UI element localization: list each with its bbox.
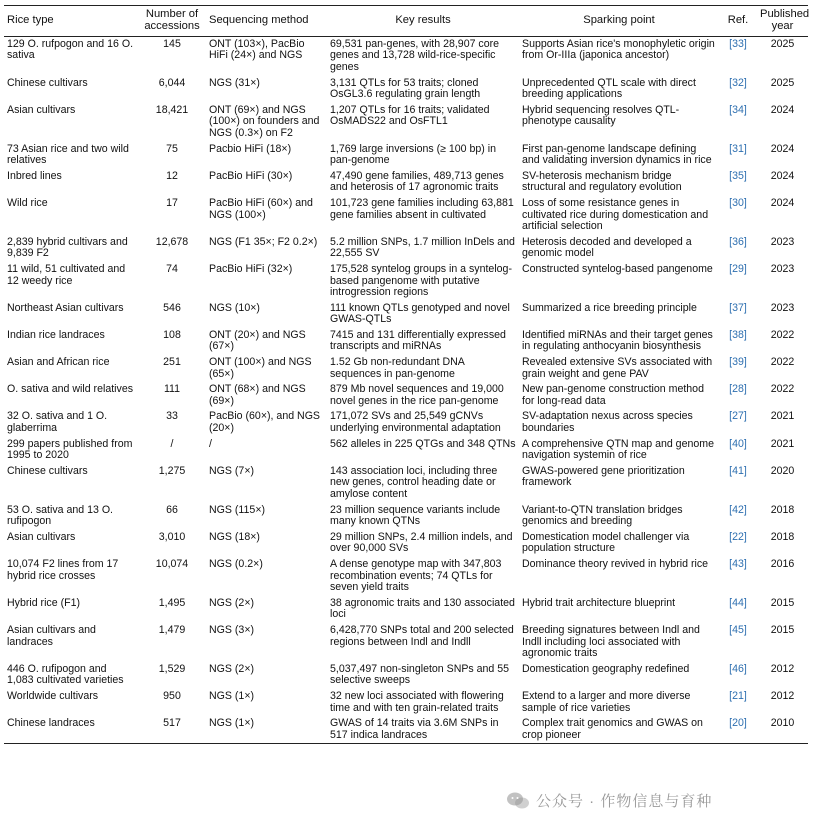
cell-sparking-point: Domestication geography redefined [522, 662, 690, 675]
cell-key-results: 111 known QTLs genotyped and novel GWAS-QTLs [330, 301, 510, 326]
cell-rice-type: Asian cultivars [7, 530, 76, 543]
cell-year: 2021 [770, 410, 795, 423]
cell-year: 2021 [770, 437, 795, 450]
table-row [4, 262, 808, 301]
cell-sparking-point: Constructed syntelog-based pangenome [522, 262, 713, 275]
cell-sparking-point: Identified miRNAs and their target genes in regulating anthocyanin biosynthesis [522, 328, 713, 353]
cell-method: NGS (2×) [209, 596, 255, 609]
cell-year: 2024 [770, 103, 795, 116]
cell-ref[interactable]: [35] [729, 169, 747, 182]
cell-sparking-point: GWAS-powered gene prioritization framework [522, 464, 685, 489]
cell-sparking-point: Hybrid trait architecture blueprint [522, 596, 676, 609]
cell-rice-type: 73 Asian rice and two wild relatives [7, 142, 129, 167]
cell-method: ONT (68×) and NGS (69×) [209, 383, 306, 407]
cell-sparking-point: SV-heterosis mechanism bridge structural and regulatory evolution [522, 169, 682, 194]
table-row [4, 557, 808, 596]
cell-rice-type: 53 O. sativa and 13 O. rufipogon [7, 503, 113, 528]
cell-key-results: 879 Mb novel sequences and 19,000 novel genes in the rice pan-genome [330, 383, 504, 407]
cell-rice-type: Hybrid rice (F1) [7, 596, 80, 609]
cell-rice-type: 446 O. rufipogon and 1,083 cultivated varieties [7, 662, 124, 687]
cell-ref[interactable]: [34] [729, 103, 747, 116]
header-row [4, 6, 808, 37]
cell-sparking-point: Extend to a larger and more diverse sample of rice varieties [522, 689, 691, 714]
cell-rice-type: 129 O. rufpogon and 16 O. sativa [7, 37, 134, 62]
cell-sparking-point: Revealed extensive SVs associated with grain weight and gene PAV [522, 356, 713, 380]
header-accessions: Number of accessions [138, 6, 206, 37]
table-row [4, 196, 808, 235]
cell-rice-type: Chinese cultivars [7, 76, 88, 89]
table-row [4, 464, 808, 503]
cell-accessions: 251 [163, 356, 181, 369]
cell-method: NGS (2×) [209, 662, 255, 675]
cell-year: 2022 [770, 356, 795, 369]
cell-method: ONT (69×) and NGS (100×) on founders and NGS (0.3×) on F2 [209, 103, 320, 139]
cell-key-results: 562 alleles in 225 QTGs and 348 QTNs [330, 437, 516, 450]
cell-rice-type: Northeast Asian cultivars [7, 301, 124, 314]
cell-method: NGS (3×) [209, 623, 255, 636]
cell-ref[interactable]: [27] [729, 410, 747, 423]
cell-rice-type: 10,074 F2 lines from 17 hybrid rice crosses [7, 557, 119, 582]
cell-accessions: 111 [163, 383, 181, 396]
cell-method: NGS (31×) [209, 76, 260, 89]
cell-rice-type: 2,839 hybrid cultivars and 9,839 F2 [7, 235, 128, 260]
cell-rice-type: Asian cultivars and landraces [7, 623, 96, 648]
cell-key-results: GWAS of 14 traits via 3.6M SNPs in 517 indica landraces [327, 716, 519, 744]
cell-ref[interactable]: [43] [729, 557, 747, 570]
cell-rice-type: Chinese cultivars [7, 464, 88, 477]
cell-key-results: 5.2 million SNPs, 1.7 million InDels and 22,555 SV [330, 235, 515, 260]
table-row [4, 328, 808, 355]
table-row [4, 142, 808, 169]
cell-method: NGS (1×) [209, 689, 255, 702]
cell-accessions: 517 [138, 716, 206, 744]
cell-key-results: A dense genotype map with 347,803 recombination events; 74 QTLs for seven yield traits [330, 557, 502, 594]
cell-ref[interactable]: [40] [729, 437, 747, 450]
header-key-results: Key results [327, 6, 519, 37]
table-body [4, 36, 808, 743]
cell-key-results: 143 association loci, including three new genes, control heading date or amylose content [330, 464, 498, 500]
cell-sparking-point: Domestication model challenger via population structure [522, 530, 690, 555]
cell-method: NGS (7×) [209, 464, 255, 477]
cell-year: 2012 [770, 662, 795, 675]
cell-key-results: 5,037,497 non-singleton SNPs and 55 selective sweeps [330, 662, 510, 687]
table-row [4, 503, 808, 530]
cell-year: 2015 [770, 623, 795, 636]
cell-rice-type: Indian rice landraces [7, 328, 105, 341]
header-rice-type: Rice type [4, 6, 138, 37]
cell-method: PacBio HiFi (30×) [209, 169, 293, 182]
cell-key-results: 29 million SNPs, 2.4 million indels, and over 90,000 SVs [330, 530, 513, 555]
cell-sparking-point: A comprehensive QTN map and genome navigation systemin of rice [522, 437, 714, 462]
cell-key-results: 23 million sequence variants include many known QTNs [330, 503, 501, 528]
cell-ref[interactable]: [44] [729, 596, 747, 609]
cell-sparking-point: Complex trait genomics and GWAS on crop pioneer [519, 716, 719, 744]
watermark [506, 790, 712, 811]
cell-method: ONT (103×), PacBio HiFi (24×) and NGS [209, 37, 305, 62]
cell-method: ONT (100×) and NGS (65×) [209, 356, 312, 380]
cell-rice-type: O. sativa and wild relatives [7, 383, 134, 396]
cell-key-results: 171,072 SVs and 25,549 gCNVs underlying environmental adaptation [330, 410, 501, 435]
cell-ref[interactable]: [20] [719, 716, 757, 744]
cell-sparking-point: Heterosis decoded and developed a genomic model [522, 235, 692, 260]
cell-rice-type: Wild rice [7, 196, 48, 209]
cell-year: 2012 [770, 689, 795, 702]
cell-rice-type: 299 papers published from 1995 to 2020 [7, 437, 133, 462]
cell-accessions: 3,010 [158, 530, 186, 543]
rice-sequencing-table [4, 5, 808, 744]
cell-method: PacBio HiFi (60×) and NGS (100×) [209, 196, 313, 221]
cell-rice-type: Asian and African rice [7, 356, 110, 369]
cell-accessions: 145 [163, 37, 181, 50]
cell-method: NGS (0.2×) [209, 557, 263, 570]
cell-accessions: 17 [166, 196, 178, 209]
cell-accessions: 12,678 [155, 235, 189, 248]
cell-sparking-point: SV-adaptation nexus across species boundaries [522, 410, 693, 435]
cell-method: ONT (20×) and NGS (67×) [209, 328, 306, 353]
cell-sparking-point: Supports Asian rice's monophyletic origin from Or-IIIa (japonica ancestor) [522, 37, 715, 62]
table-row [4, 662, 808, 689]
cell-year: 2018 [770, 503, 795, 516]
cell-year: 2025 [770, 37, 795, 50]
cell-key-results: 1,769 large inversions (≥ 100 bp) in pan-genome [330, 142, 496, 167]
table-row [4, 382, 808, 409]
cell-ref[interactable]: [22] [729, 530, 747, 543]
cell-year: 2024 [770, 169, 795, 182]
cell-sparking-point: Hybrid sequencing resolves QTL-phenotype causality [522, 103, 680, 128]
cell-method: / [209, 437, 212, 450]
cell-key-results: 3,131 QTLs for 53 traits; cloned OsGL3.6 regulating grain length [330, 76, 481, 101]
cell-key-results: 6,428,770 SNPs total and 200 selected regions between Indl and Indll [330, 623, 514, 648]
cell-method: NGS (10×) [209, 301, 260, 314]
cell-sparking-point: Dominance theory revived in hybrid rice [522, 557, 709, 570]
cell-year: 2024 [770, 196, 795, 209]
cell-key-results: 101,723 gene families including 63,881 gene families absent in cultivated [330, 196, 514, 221]
header-ref: Ref. [719, 6, 757, 37]
cell-rice-type: Asian cultivars [7, 103, 76, 116]
table-row [4, 36, 808, 75]
cell-sparking-point: Summarized a rice breeding principle [522, 301, 697, 314]
watermark-text: 公众号 · 作物信息与育种 [536, 793, 713, 810]
cell-accessions: / [170, 437, 174, 450]
cell-accessions: 950 [163, 689, 181, 702]
cell-year: 2010 [757, 716, 808, 744]
cell-accessions: 66 [166, 503, 178, 516]
cell-key-results: 47,490 gene families, 489,713 genes and heterosis of 17 agronomic traits [330, 169, 504, 194]
table-row [4, 76, 808, 103]
table-row [4, 103, 808, 142]
cell-method: PacBio HiFi (32×) [209, 262, 293, 275]
table-row [4, 235, 808, 262]
cell-ref[interactable]: [37] [729, 301, 747, 314]
cell-accessions: 1,495 [158, 596, 186, 609]
table-row [4, 689, 808, 716]
table-row [4, 355, 808, 382]
cell-sparking-point: New pan-genome construction method for long-read data [522, 383, 704, 407]
cell-rice-type: 11 wild, 51 cultivated and 12 weedy rice [7, 262, 126, 287]
cell-accessions: 74 [166, 262, 178, 275]
cell-accessions: 1,529 [158, 662, 186, 675]
cell-sparking-point: Unprecedented QTL scale with direct breeding applications [522, 76, 696, 101]
cell-ref[interactable]: [32] [729, 76, 747, 89]
cell-ref[interactable]: [28] [729, 383, 747, 396]
cell-key-results: 38 agronomic traits and 130 associated loci [330, 596, 515, 621]
cell-accessions: 12 [166, 169, 178, 182]
cell-accessions: 75 [166, 142, 178, 155]
cell-year: 2018 [770, 530, 795, 543]
cell-ref[interactable]: [30] [729, 196, 747, 209]
cell-accessions: 108 [163, 328, 181, 341]
cell-method: NGS (1×) [206, 716, 327, 744]
table-row [4, 530, 808, 557]
cell-accessions: 6,044 [158, 76, 186, 89]
header-method: Sequencing method [206, 6, 327, 37]
cell-accessions: 1,479 [158, 623, 186, 636]
cell-ref[interactable]: [42] [729, 503, 747, 516]
cell-sparking-point: Breeding signatures between Indl and Indll including loci associated with agronomic traits [522, 623, 700, 660]
cell-year: 2016 [770, 557, 795, 570]
cell-method: NGS (18×) [209, 530, 260, 543]
cell-accessions: 546 [163, 301, 181, 314]
cell-key-results: 7415 and 131 differentially expressed transcripts and miRNAs [330, 328, 506, 353]
cell-sparking-point: Variant-to-QTN translation bridges genomics and breeding [522, 503, 683, 528]
cell-year: 2022 [770, 383, 795, 396]
cell-rice-type: Worldwide cultivars [7, 689, 99, 702]
cell-year: 2023 [770, 301, 795, 314]
table-row [4, 169, 808, 196]
table-row [4, 716, 808, 744]
cell-ref[interactable]: [29] [729, 262, 747, 275]
cell-year: 2022 [770, 328, 795, 341]
cell-key-results: 1,207 QTLs for 16 traits; validated OsMADS22 and OsFTL1 [330, 103, 490, 128]
table-row [4, 409, 808, 436]
table-row [4, 623, 808, 662]
cell-year: 2023 [770, 262, 795, 275]
cell-accessions: 1,275 [158, 464, 186, 477]
cell-rice-type: Inbred lines [7, 169, 62, 182]
cell-rice-type: Chinese landraces [4, 716, 138, 744]
header-sparking-point: Sparking point [519, 6, 719, 37]
table-row [4, 301, 808, 328]
header-year: Published year [757, 6, 808, 37]
cell-accessions: 33 [166, 410, 178, 423]
cell-ref[interactable]: [45] [729, 623, 747, 636]
cell-ref[interactable]: [31] [729, 142, 747, 155]
cell-sparking-point: Loss of some resistance genes in cultivated rice during domestication and artificial selection [522, 196, 709, 233]
cell-ref[interactable]: [38] [729, 328, 747, 341]
cell-ref[interactable]: [39] [729, 356, 747, 369]
cell-key-results: 175,528 syntelog groups in a syntelog-based pangenome with putative introgression regions [330, 262, 512, 299]
wechat-icon [506, 791, 530, 811]
cell-accessions: 10,074 [155, 557, 189, 570]
cell-rice-type: 32 O. sativa and 1 O. glaberrima [7, 410, 108, 435]
cell-ref[interactable]: [21] [729, 689, 747, 702]
cell-ref[interactable]: [33] [729, 37, 747, 50]
cell-method: PacBio (60×), and NGS (20×) [209, 410, 320, 435]
cell-ref[interactable]: [46] [729, 662, 747, 675]
cell-sparking-point: First pan-genome landscape defining and validating inversion dynamics in rice [522, 142, 712, 167]
table-row [4, 437, 808, 464]
cell-ref[interactable]: [36] [729, 235, 747, 248]
cell-method: NGS (F1 35×; F2 0.2×) [209, 235, 318, 248]
cell-year: 2025 [770, 76, 795, 89]
cell-ref[interactable]: [41] [729, 464, 747, 477]
table-row [4, 596, 808, 623]
cell-key-results: 69,531 pan-genes, with 28,907 core genes and 13,728 wild-rice-specific genes [330, 37, 500, 73]
cell-key-results: 32 new loci associated with flowering time and with ten grain-related traits [330, 689, 504, 714]
cell-method: Pacbio HiFi (18×) [209, 142, 292, 155]
cell-accessions: 18,421 [155, 103, 189, 116]
cell-year: 2015 [770, 596, 795, 609]
cell-year: 2023 [770, 235, 795, 248]
cell-key-results: 1.52 Gb non-redundant DNA sequences in pan-genome [330, 356, 465, 380]
cell-year: 2020 [770, 464, 795, 477]
cell-year: 2024 [770, 142, 795, 155]
cell-method: NGS (115×) [209, 503, 266, 516]
